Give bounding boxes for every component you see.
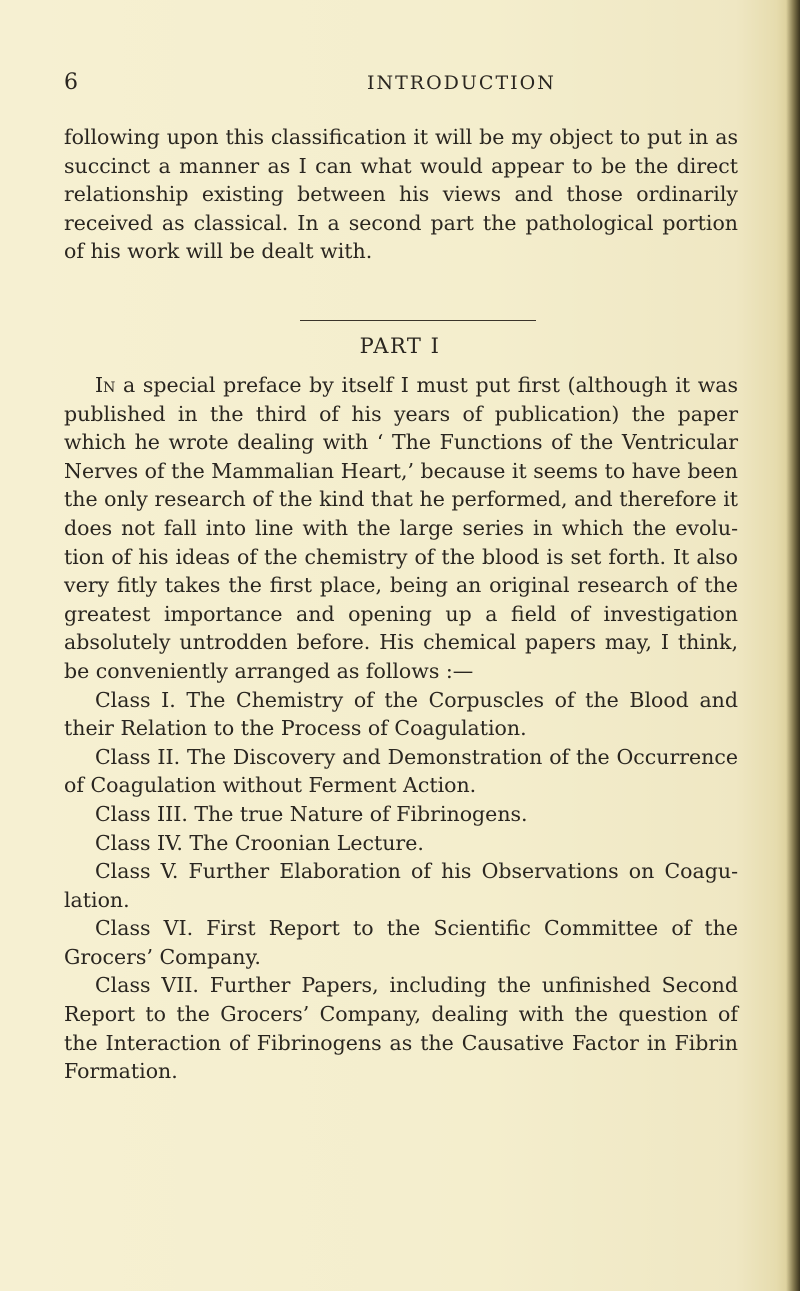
part-opening-paragraph: [64, 371, 738, 686]
part-body: [64, 371, 738, 1086]
class-item: Class II. The Discovery and Demonstration of the Occurrence of Coagulation without Ferment Action.: [64, 744, 738, 798]
class-item: Class IV. The Croonian Lecture.: [95, 830, 424, 855]
class-item: Class III. The true Nature of Fibrinogens.: [95, 801, 528, 826]
running-head: INTRODUCTION: [367, 72, 556, 94]
page-number: 6: [64, 70, 79, 95]
opening-word: In: [95, 373, 116, 397]
class-item: Class I. The Chemistry of the Corpuscles of the Blood and their Relation to the Process of Coagulation.: [64, 687, 738, 741]
page-header: [64, 70, 736, 110]
page-edge-shadow: [786, 0, 800, 1291]
class-item: Class VII. Further Papers, including the unfinished Second Report to the Grocers’ Company, dealing with the question of the Interaction of Fibrinogens as the Causative Factor in Fibrin Formation.: [64, 973, 738, 1084]
class-item: Class V. Further Elaboration of his Observations on Coagulation.: [64, 859, 738, 912]
part-heading: PART I: [359, 334, 441, 358]
intro-paragraph: following upon this classification it will be my object to put in as succinct a manner as I can what would appear to be the direct relationship existing between his views and those ordinarily received as classical. In a second part the pathological portion of his work will be dealt with.: [64, 125, 738, 264]
class-item: Class VI. First Report to the Scientific Committee of the Grocers’ Company.: [64, 916, 738, 969]
section-divider-rule: [300, 320, 536, 321]
intro-paragraph-block: [64, 123, 738, 266]
opening-text: a special preface by itself I must put first (although it was published in the third of his years of publication) the paper which he wrote dealing with ‘ The Functions of the Ventricular Nerves of the Mammalian Heart,’ because it seems to have been the only research of the kind that he performed, and therefore it does not fall into line with the large series in which the evolution of his ideas of the chemistry of the blood is set forth. It also very fitly takes the first place, being an original research of the greatest importance and opening up a field of investigation absolutely untrodden before. His chemical papers may, I think, be conveniently arranged as follows :—: [64, 373, 738, 683]
